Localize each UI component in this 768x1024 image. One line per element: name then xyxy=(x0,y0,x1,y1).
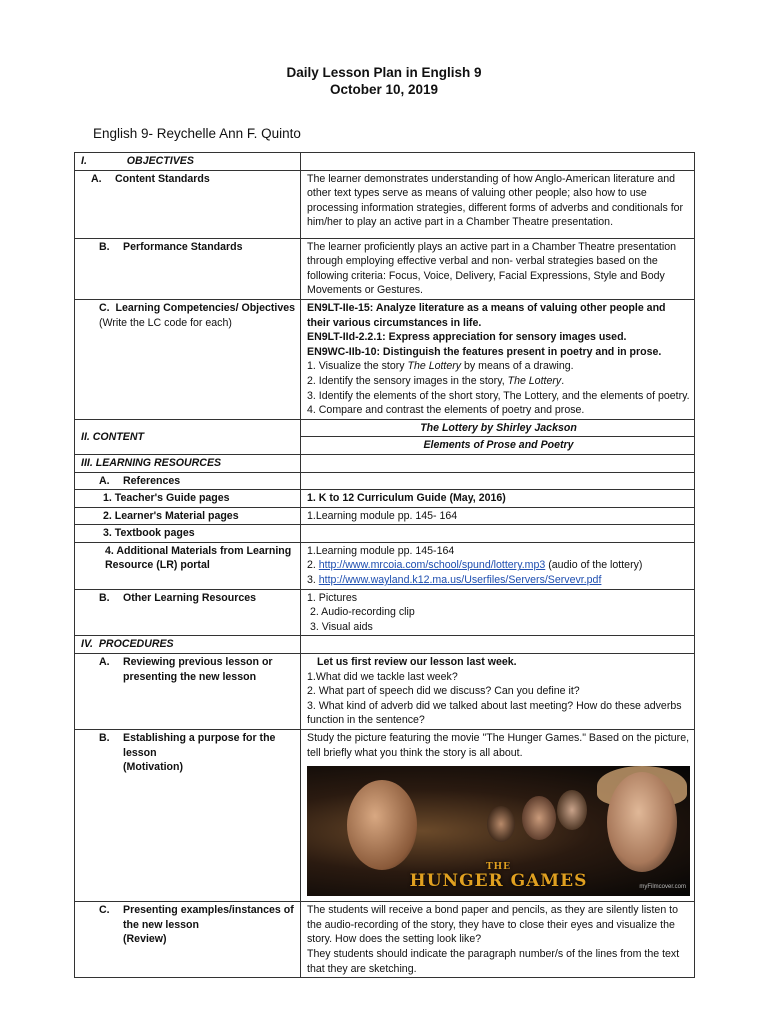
additional-materials-value: 1.Learning module pp. 145-164 2. http://www.mrcoia.com/school/spund/lottery.mp3 (audio of the lottery) 3. http://www.wayland.k12.ma.us/Userfiles/Servers/Servevr.pdf xyxy=(301,542,695,589)
teacher-line: English 9- Reychelle Ann F. Quinto xyxy=(93,126,301,141)
learners-material-value: 1.Learning module pp. 145- 164 xyxy=(301,507,695,525)
learners-material-row xyxy=(75,507,695,525)
competency-code-1: EN9LT-IIe-15: Analyze literature as a means of valuing other people and their various circumstances in life. xyxy=(307,301,666,329)
procedure-c-text: The students will receive a bond paper and pencils, as they are silently listen to the audio-recording of the story, they have to close their eyes and visualize the story. How does the setting look like? They students should indicate the paragraph number/s of the lines from the text that they are sketching. xyxy=(301,902,695,978)
resources-heading-row xyxy=(75,454,695,472)
competency-code-3: EN9WC-IIb-10: Distinguish the features present in poetry and in prose. xyxy=(307,345,662,358)
teachers-guide-label: 1. Teacher's Guide pages xyxy=(75,490,301,508)
resources-heading: III. LEARNING RESOURCES xyxy=(75,454,301,472)
objectives-heading: I. OBJECTIVES xyxy=(75,153,301,171)
procedure-a-label: A. Reviewing previous lesson or presenting the new lesson xyxy=(75,654,301,730)
content-line-1: The Lottery by Shirley Jackson xyxy=(301,419,695,437)
objective-item-3: 3. Identify the elements of the short story, The Lottery, and the elements of poetry. xyxy=(307,389,690,402)
competency-code-2: EN9LT-IId-2.2.1: Express appreciation for sensory images used. xyxy=(307,331,627,344)
procedure-b-label: B. Establishing a purpose for the lesson (Motivation) xyxy=(75,730,301,902)
learners-material-label: 2. Learner's Material pages xyxy=(75,507,301,525)
wayland-pdf-link[interactable]: http://www.wayland.k12.ma.us/Userfiles/Servers/Servevr.pdf xyxy=(318,574,602,587)
textbook-row xyxy=(75,525,695,543)
other-resources-label: B. Other Learning Resources xyxy=(75,589,301,636)
procedures-heading: IV. PROCEDURES xyxy=(75,636,301,654)
competencies-row xyxy=(75,299,695,419)
content-standards-text: The learner demonstrates understanding of how Anglo-American literature and other text types serve as means of valuing other people; also how to use processing information strategies, different forms of adverbs and conditionals for him/her to play an active part in a Chamber Theatre presentation. xyxy=(301,170,695,238)
procedure-b-text: Study the picture featuring the movie "The Hunger Games." Based on the picture, tell briefly what you think the story is all about. THE HUNGER GAMES myFilmcover.com xyxy=(301,730,695,902)
textbook-label: 3. Textbook pages xyxy=(75,525,301,543)
lesson-plan-table xyxy=(74,152,695,978)
hunger-games-logo: THE HUNGER GAMES xyxy=(409,861,588,891)
references-label: A. References xyxy=(75,472,301,490)
lesson-plan-title: Daily Lesson Plan in English 9 xyxy=(286,65,482,80)
content-line-2: Elements of Prose and Poetry xyxy=(301,437,695,455)
additional-materials-label: 4. Additional Materials from Learning Resource (LR) portal xyxy=(75,542,301,589)
lottery-audio-link[interactable]: http://www.mrcoia.com/school/spund/lottery.mp3 xyxy=(318,559,546,572)
performance-standards-text: The learner proficiently plays an active part in a Chamber Theatre presentation through employing effective verbal and non- verbal strategies based on the following criteria: Focus, Voice, Delivery, Facial Expressions, Style and Body Movements or Gestures. xyxy=(301,238,695,299)
performance-standards-label: B. Performance Standards xyxy=(75,238,301,299)
teachers-guide-row xyxy=(75,490,695,508)
other-resources-row xyxy=(75,589,695,636)
image-watermark: myFilmcover.com xyxy=(639,883,686,890)
procedure-a-row xyxy=(75,654,695,730)
content-heading: II. CONTENT xyxy=(75,419,301,454)
performance-standards-row xyxy=(75,238,695,299)
objectives-heading-row xyxy=(75,153,695,171)
hunger-games-poster-image xyxy=(307,766,690,896)
procedure-c-label: C. Presenting examples/instances of the new lesson (Review) xyxy=(75,902,301,978)
procedure-b-row xyxy=(75,730,695,902)
procedure-a-text: Let us first review our lesson last week. 1.What did we tackle last week? 2. What part of speech did we discuss? Can you define it? 3. What kind of adverb did we talked about last meeting? How do these adverbs function in the sentence? xyxy=(301,654,695,730)
objective-item-4: 4. Compare and contrast the elements of poetry and prose. xyxy=(307,404,585,417)
document-title xyxy=(0,64,768,98)
content-row-1 xyxy=(75,419,695,437)
additional-materials-row xyxy=(75,542,695,589)
objective-item-2: 2. Identify the sensory images in the story, The Lottery. xyxy=(307,374,565,387)
teachers-guide-value: 1. K to 12 Curriculum Guide (May, 2016) xyxy=(301,490,695,508)
objective-item-1: 1. Visualize the story The Lottery by means of a drawing. xyxy=(307,360,574,373)
objectives-empty-cell xyxy=(301,153,695,171)
procedure-c-row xyxy=(75,902,695,978)
references-row xyxy=(75,472,695,490)
competencies-label: C. Learning Competencies/ Objectives (Write the LC code for each) xyxy=(75,299,301,419)
procedures-heading-row xyxy=(75,636,695,654)
lesson-date: October 10, 2019 xyxy=(329,82,439,97)
content-standards-label: A. Content Standards xyxy=(75,170,301,238)
competencies-text xyxy=(301,299,695,419)
content-standards-row xyxy=(75,170,695,238)
other-resources-value: 1. Pictures 2. Audio-recording clip 3. Visual aids xyxy=(301,589,695,636)
